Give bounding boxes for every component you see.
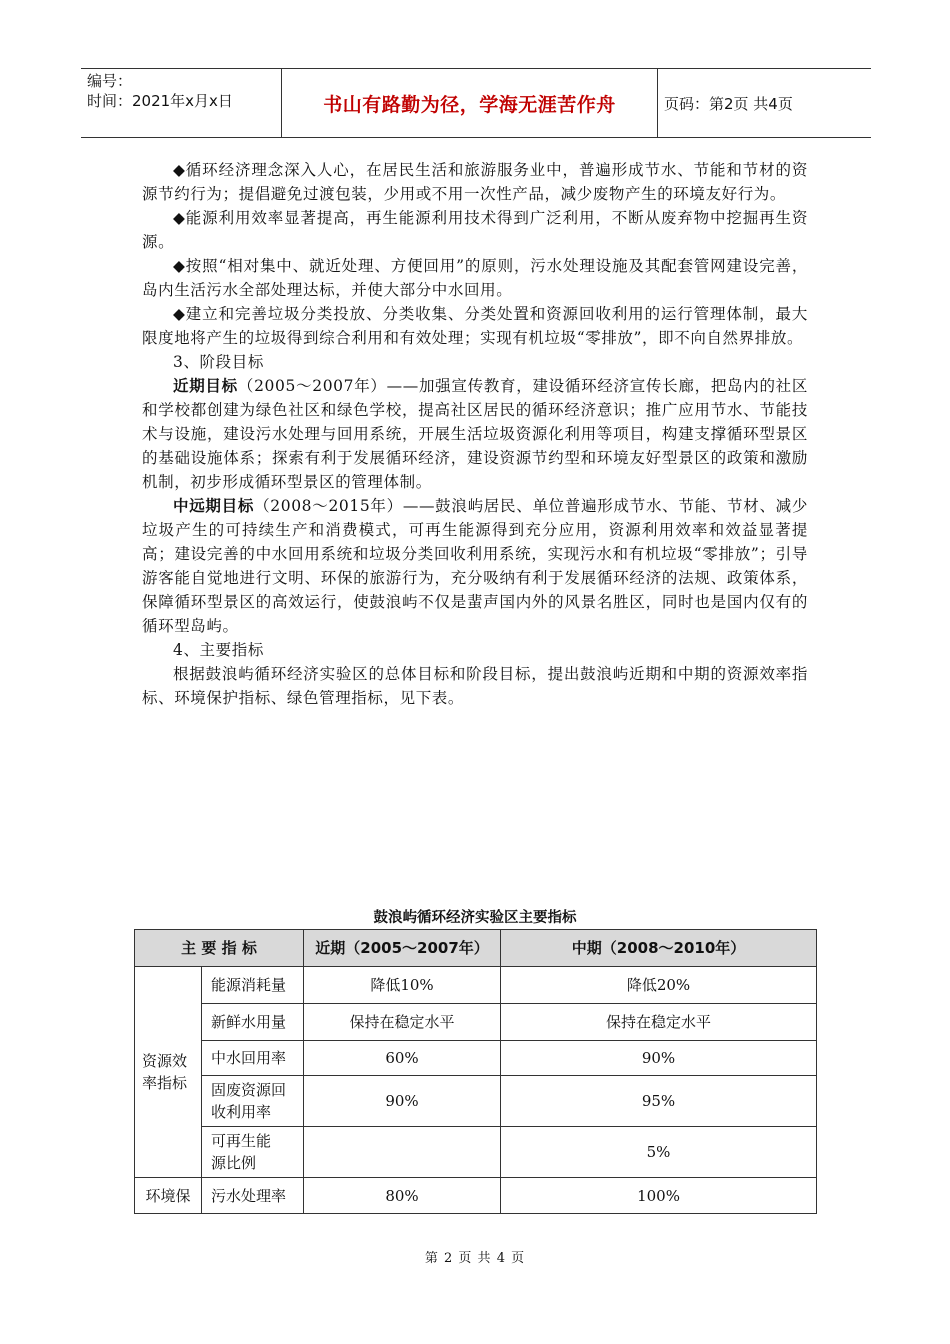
header-motto: 书山有路勤为径，学海无涯苦作舟: [323, 93, 616, 116]
page-footer: 第 2 页 共 4 页: [424, 1251, 526, 1266]
row-label: 可再生能源比例: [202, 1127, 304, 1178]
header-indicator: 主 要 指 标: [135, 930, 304, 967]
table-row: [135, 1076, 817, 1127]
table-row: [135, 967, 817, 1004]
mid-value: 5%: [501, 1127, 817, 1178]
row-label: 固废资源回收利用率: [202, 1076, 304, 1127]
mid-term-label: 中远期目标: [173, 496, 255, 515]
header-motto-cell: [281, 69, 658, 137]
paragraph: 根据鼓浪屿循环经济实验区的总体目标和阶段目标，提出鼓浪屿近期和中期的资源效率指标、环境保护指标、绿色管理指标，见下表。: [142, 665, 808, 707]
near-term-label: 近期目标: [173, 376, 238, 395]
row-label: 中水回用率: [202, 1041, 304, 1076]
table-row: [135, 1127, 817, 1178]
table-row: [135, 1178, 817, 1214]
mid-value: 100%: [501, 1178, 817, 1214]
header-left-cell: [81, 69, 281, 137]
near-value: 60%: [304, 1041, 501, 1076]
table-title: 鼓浪屿循环经济实验区主要指标: [373, 910, 577, 926]
paragraph: ◆能源利用效率显著提高，再生能源利用技术得到广泛利用，不断从废弃物中挖掘再生资源。: [142, 209, 808, 251]
doc-number-label: 编号：: [87, 72, 133, 90]
near-value: 保持在稳定水平: [304, 1004, 501, 1041]
paragraph: ◆建立和完善垃圾分类投放、分类收集、分类处置和资源回收利用的运行管理体制，最大限度地将产生的垃圾得到综合利用和有效处理；实现有机垃圾“零排放”，即不向自然界排放。: [142, 305, 808, 347]
table-row: [135, 1041, 817, 1076]
row-label: 能源消耗量: [202, 967, 304, 1004]
near-value: 80%: [304, 1178, 501, 1214]
page-header: [81, 68, 871, 138]
mid-value: 保持在稳定水平: [501, 1004, 817, 1041]
header-near-term: 近期（2005～2007年）: [304, 930, 501, 967]
row-label: 污水处理率: [202, 1178, 304, 1214]
table-row: [135, 1004, 817, 1041]
header-mid-term: 中期（2008～2010年）: [501, 930, 817, 967]
paragraph: ◆循环经济理念深入人心，在居民生活和旅游服务业中，普遍形成节水、节能和节材的资源节约行为；提倡避免过渡包装，少用或不用一次性产品，减少废物产生的环境友好行为。: [142, 161, 808, 203]
mid-value: 降低20%: [501, 967, 817, 1004]
mid-value: 95%: [501, 1076, 817, 1127]
doc-time-label: 时间：2021年x月x日: [87, 92, 233, 110]
group-resource-efficiency: 资源效率指标: [135, 967, 202, 1178]
group-environment: 环境保: [135, 1178, 202, 1214]
mid-term-text: （2008～2015年）——鼓浪屿居民、单位普遍形成节水、节能、节材、减少垃圾产生的可持续生产和消费模式，可再生能源得到充分应用，资源利用效率和效益显著提高；建设完善的中水回用系统和垃圾分类回收利用系统，实现污水和有机垃圾“零排放”；引导游客能自觉地进行文明、环保的旅游行为，充分吸纳有利于发展循环经济的法规、政策体系，保障循环型景区的高效运行，使鼓浪屿不仅是蜚声国内外的风景名胜区，同时也是国内仅有的循环型岛屿。: [142, 497, 808, 635]
row-label: 新鲜水用量: [202, 1004, 304, 1041]
near-value: [304, 1127, 501, 1178]
near-value: 降低10%: [304, 967, 501, 1004]
header-page-info: 页码：第2页 共4页: [664, 94, 793, 113]
mid-term-paragraph: [142, 494, 808, 638]
near-term-paragraph: [142, 374, 808, 494]
section-heading: 3、阶段目标: [173, 353, 264, 371]
section-heading: 4、主要指标: [173, 641, 264, 659]
mid-value: 90%: [501, 1041, 817, 1076]
near-term-text: （2005～2007年）——加强宣传教育，建设循环经济宣传长廊，把岛内的社区和学校都创建为绿色社区和绿色学校，提高社区居民的循环经济意识；推广应用节水、节能技术与设施，建设污水处理与回用系统，开展生活垃圾资源化利用等项目，构建支撑循环型景区的基础设施体系；探索有利于发展循环经济，建设资源节约型和环境友好型景区的政策和激励机制，初步形成循环型景区的管理体制。: [142, 377, 808, 491]
table-header-row: [135, 930, 817, 967]
paragraph: ◆按照“相对集中、就近处理、方便回用”的原则，污水处理设施及其配套管网建设完善，岛内生活污水全部处理达标，并使大部分中水回用。: [142, 257, 808, 299]
header-page-cell: [656, 69, 871, 137]
indicator-table: [134, 929, 817, 1214]
document-body: [142, 158, 808, 710]
near-value: 90%: [304, 1076, 501, 1127]
